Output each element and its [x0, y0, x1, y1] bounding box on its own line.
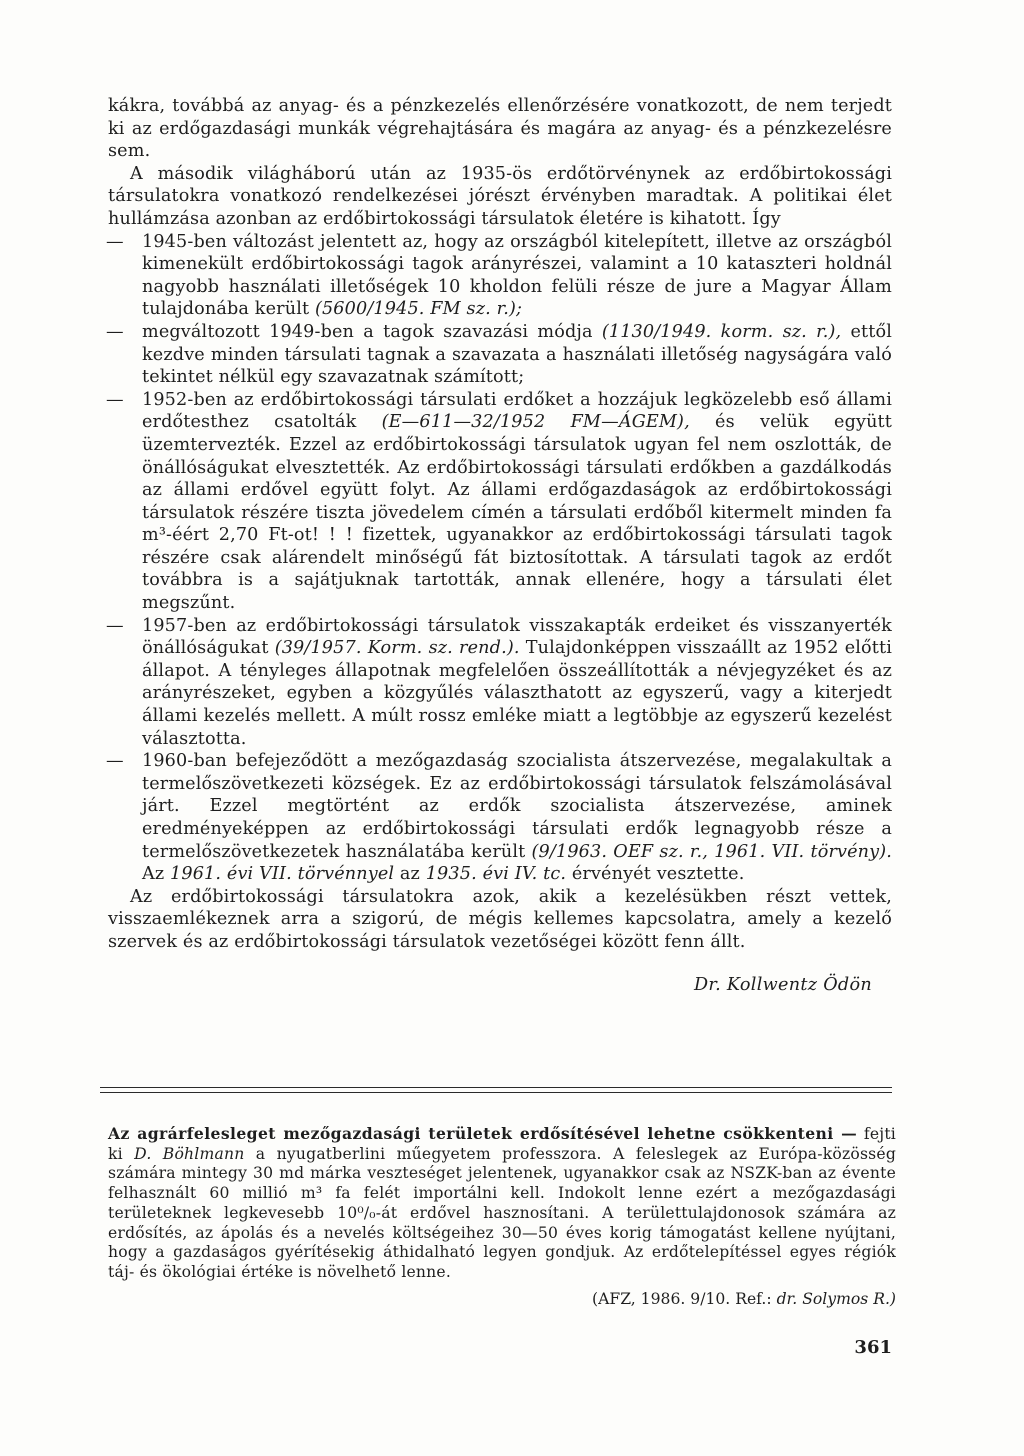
list-item-text: 1952-ben az erdőbirtokossági társulati erdőket a hozzájuk legközelebb eső állami erdőtesthez csatolták: [142, 389, 892, 433]
list-item-text: az: [394, 864, 426, 885]
article-text: [108, 95, 892, 954]
legal-reference: (9/1963. OEF sz. r., 1961. VII. törvény).: [531, 841, 892, 862]
legal-reference: (39/1957. Korm. sz. rend.).: [274, 638, 520, 659]
paragraph: Az erdőbirtokossági társulatokra azok, akik a kezelésükben részt vettek, visszaemlékeznek arra a szigorú, de mégis kellemes kapcsolatra, amely a kezelő szervek és az erdőbirtokossági társulatok vezetőségei között fenn állt.: [108, 886, 892, 952]
notice-author: D. Böhlmann: [134, 1144, 245, 1163]
section-divider: [100, 1087, 892, 1088]
source-citation: (AFZ, 1986. 9/10. Ref.:: [592, 1290, 777, 1308]
list-item-text: Tulajdonképpen visszaállt az 1952 előtti állapot. A tényleges állapotnak megfelelően összeállították a névjegyzéket és az arányrészeket, egyben a közgyűlés választhatott az egyszerű, vagy a kiterjedt állami kezelés mellett. A múlt rossz emléke miatt a legtöbbje az egyszerű kezelést választotta.: [142, 638, 892, 749]
list-item: [108, 231, 892, 321]
list-item: [108, 321, 892, 389]
list-item-text: és velük együtt üzemtervezték. Ezzel az erdőbirtokossági társulatok ugyan fel nem oszlották, de önállóságukat elvesztették. Az erdőbirtokossági társulati erdőkben a gazdálkodás az állami erdővel együtt folyt. Az állami erdőgazdaságok az erdőbirtokossági társulatok részére tiszta jövedelem címén a társulati erdőből kitermelt minden fa m³-éért 2,70 Ft-ot! ! ! fizettek, ugyanakkor az erdőbirtokossági társulati tagok részére csak alárendelt minőségű fát biztosítottak. A társulati tagok az erdőt továbbra is a sajátjuknak tartották, annak ellenére, hogy a társulati élet megszűnt.: [142, 412, 892, 614]
paragraph: A második világháború után az 1935-ös erdőtörvénynek az erdőbirtokossági társulatokra vonatkozó rendelkezései jórészt érvényben maradtak. A politikai élet hullámzása azonban az erdőbirtokossági társulatok életére is kihatott. Így: [108, 163, 892, 229]
notice-text: a nyugatberlini műegyetem professzora. A feleslegek az Európa-közösség számára mintegy 30 md márka veszteséget jelentenek, ugyanakkor csak az NSZK-ban az évente felhasznált 60 millió m³ fa felét importálni kell. Indokolt lenne ezért a mezőgazdasági területeknek legkevesebb 10⁰/₀-át erdővel hasznosítani. A területtulajdonosok számára az erdősítés, az ápolás és a nevelés költségeihez 30—50 éves korig támogatást kellene nyújtani, hogy a gazdaságos gyérítésekig áthidalható legyen gondjuk. Az erdőtelepítéssel egyes régiók táj- és ökológiai értéke is növelhető lenne.: [108, 1144, 896, 1281]
list-item: [108, 389, 892, 615]
list-item: [108, 615, 892, 751]
list-dash: —: [106, 615, 124, 636]
legal-reference: 1935. évi IV. tc.: [425, 864, 567, 885]
notice-text: fejti ki: [108, 1125, 896, 1163]
list-item-text: Az: [142, 864, 171, 885]
paragraph: kákra, továbbá az anyag- és a pénzkezelés ellenőrzésére vonatkozott, de nem terjedt ki az erdőgazdasági munkák végrehajtására és magára az anyag- és a pénzkezelésre sem.: [108, 96, 892, 162]
section-divider: [100, 1092, 892, 1093]
list-dash: —: [106, 751, 124, 772]
list-dash: —: [106, 231, 124, 252]
article-body: [108, 95, 892, 996]
list-item-text: 1945-ben változást jelentett az, hogy az országból kitelepített, illetve az országból kimenekült erdőbirtokossági tagok arányrészei, valamint a 10 kataszteri holdnál nagyobb használati illetőségek 10 kholdon felüli része de jure a Magyar Állam tulajdonába került: [142, 231, 892, 320]
page-number: 361: [854, 1337, 892, 1358]
legal-reference: 1961. évi VII. törvénnyel: [170, 864, 395, 885]
legal-reference: (5600/1945. FM sz. r.);: [314, 299, 523, 320]
legal-reference: (E—611—32/1952 FM—ÁGEM),: [381, 412, 690, 433]
source-reviewer: dr. Solymos R.): [776, 1290, 896, 1308]
list-item-text: ettől kezdve minden társulati tagnak a szavazata a használati illetőség nagyságára való tekintet nélkül egy szavazatnak számított;: [142, 321, 893, 388]
list-item-text: 1960-ban befejeződött a mezőgazdaság szocialista átszervezése, megalakultak a termelőszövetkezeti községek. Ez az erdőbirtokossági társulatok felszámolásával járt. Ezzel megtörtént az erdők szocialista átszervezése, aminek eredményeképpen az erdőbirtokossági társulati erdők legnagyobb része a termelőszövetkezetek használatába került: [142, 751, 892, 862]
notice-title: Az agrárfelesleget mezőgazdasági területek erdősítésével lehetne csökkenteni —: [108, 1124, 858, 1143]
list-dash: —: [106, 389, 124, 410]
list-item-text: megváltozott 1949-ben a tagok szavazási módja: [142, 321, 602, 342]
event-list: [108, 231, 892, 886]
list-item-text: érvényét vesztette.: [566, 864, 745, 885]
notice-source: [108, 1290, 896, 1310]
list-dash: —: [106, 321, 124, 342]
list-item: [108, 750, 892, 886]
legal-reference: (1130/1949. korm. sz. r.),: [601, 321, 842, 342]
list-item-text: 1957-ben az erdőbirtokossági társulatok visszakapták erdeiket és visszanyerték önállóságukat: [142, 615, 892, 659]
author-signature: Dr. Kollwentz Ödön: [693, 974, 872, 995]
news-notice: [108, 1124, 896, 1283]
